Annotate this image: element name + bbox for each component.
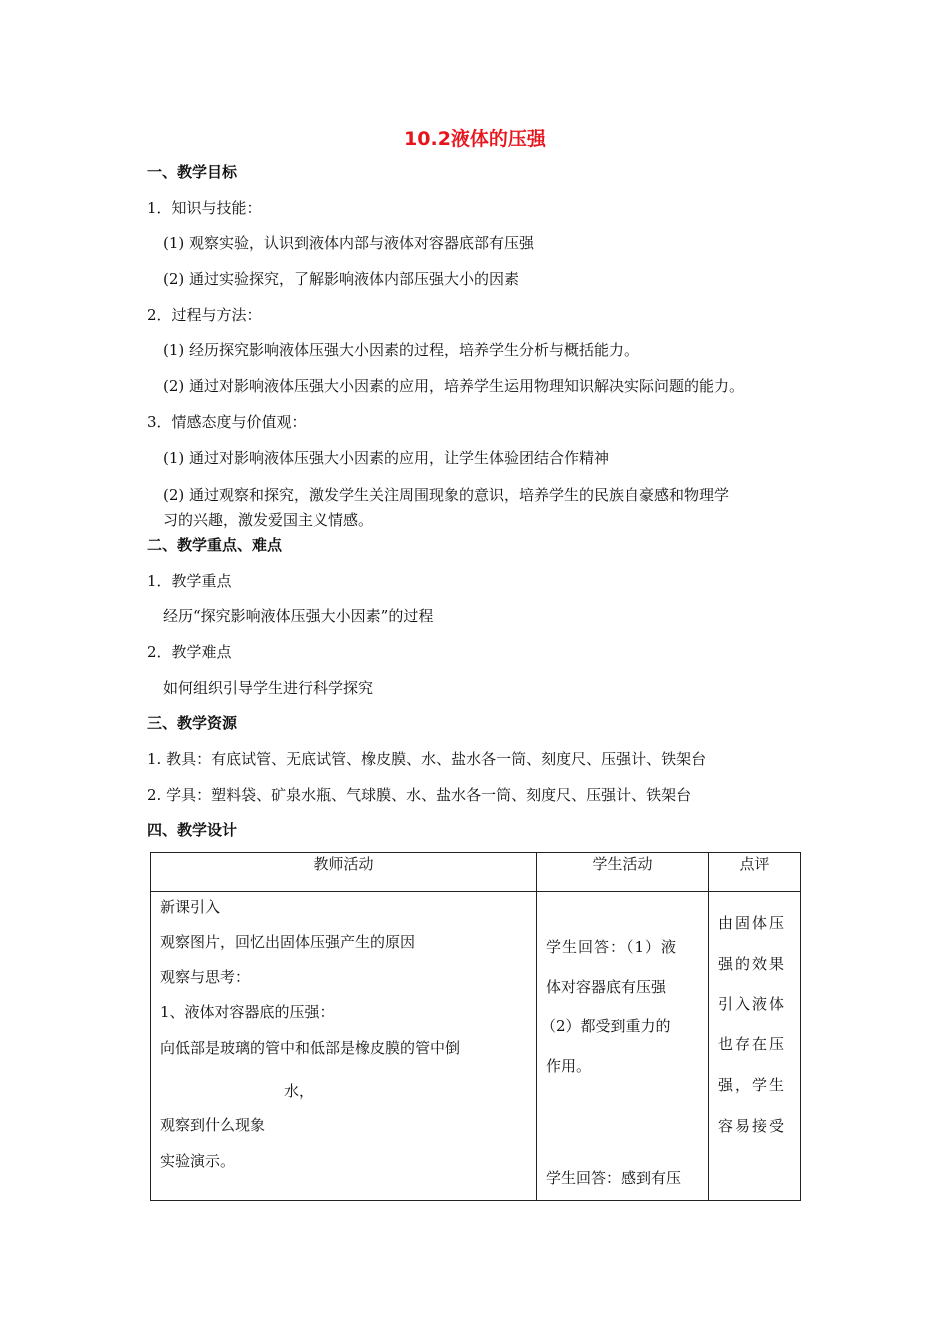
section-heading-design: 四、教学设计	[147, 821, 238, 839]
section-heading-key-points: 二、教学重点、难点	[147, 536, 283, 554]
list-item: 1．教学重点	[147, 572, 232, 590]
cell-line: 新课引入	[160, 898, 221, 916]
comment-cell	[709, 892, 801, 1201]
cell-line: 实验演示。	[160, 1152, 236, 1170]
list-item: 经历“探究影响液体压强大小因素”的过程	[163, 607, 434, 625]
teaching-design-table	[150, 852, 801, 1201]
section-heading-objectives: 一、教学目标	[147, 163, 238, 181]
list-item: 如何组织引导学生进行科学探究	[163, 679, 374, 697]
list-item: 2. 学具：塑料袋、矿泉水瓶、气球膜、水、盐水各一筒、刻度尺、压强计、铁架台	[147, 786, 692, 804]
cell-line: 观察到什么现象	[160, 1116, 266, 1134]
cell-line: 向低部是玻璃的管中和低部是橡皮膜的管中倒	[160, 1039, 461, 1057]
cell-line: 强的效果	[718, 955, 787, 973]
cell-line: 引入液体	[718, 995, 787, 1013]
section-heading-resources: 三、教学资源	[147, 714, 238, 732]
header-comment: 点评	[709, 853, 801, 892]
header-student-activity: 学生活动	[537, 853, 709, 892]
list-item: 1．知识与技能：	[147, 199, 262, 217]
cell-line: 1、液体对容器底的压强：	[160, 1003, 335, 1021]
cell-line: 由固体压	[718, 914, 787, 932]
cell-line: 也存在压	[718, 1035, 787, 1053]
list-item: 2．过程与方法：	[147, 306, 262, 324]
list-item: 习的兴趣，激发爱国主义情感。	[163, 511, 374, 529]
document-title: 10.2液体的压强	[404, 128, 546, 150]
header-teacher-activity: 教师活动	[151, 853, 537, 892]
cell-line: 观察与思考：	[160, 968, 251, 986]
table-row	[151, 892, 801, 1201]
list-item: 2．教学难点	[147, 643, 232, 661]
student-activity-cell	[537, 892, 709, 1201]
list-item: (2) 通过实验探究，了解影响液体内部压强大小的因素	[163, 270, 520, 288]
teacher-activity-cell	[151, 892, 537, 1201]
list-item: (1) 经历探究影响液体压强大小因素的过程，培养学生分析与概括能力。	[163, 341, 640, 359]
list-item: (1) 观察实验，认识到液体内部与液体对容器底部有压强	[163, 234, 535, 252]
table-header-row	[151, 853, 801, 892]
cell-line: 强，学生	[718, 1076, 787, 1094]
list-item: 3．情感态度与价值观：	[147, 413, 307, 431]
cell-line: 作用。	[546, 1057, 592, 1075]
cell-line: （2）都受到重力的	[541, 1017, 671, 1035]
list-item: (2) 通过对影响液体压强大小因素的应用，培养学生运用物理知识解决实际问题的能力。	[163, 377, 745, 395]
cell-line: 学生回答：（1）液	[546, 938, 678, 956]
cell-line: 水，	[284, 1082, 315, 1100]
cell-line: 容易接受	[718, 1117, 787, 1135]
cell-line: 体对容器底有压强	[546, 978, 667, 996]
list-item: (2) 通过观察和探究，激发学生关注周围现象的意识，培养学生的民族自豪感和物理学	[163, 486, 730, 504]
list-item: (1) 通过对影响液体压强大小因素的应用，让学生体验团结合作精神	[163, 449, 610, 467]
cell-line: 学生回答：感到有压	[546, 1169, 682, 1187]
list-item: 1. 教具：有底试管、无底试管、橡皮膜、水、盐水各一筒、刻度尺、压强计、铁架台	[147, 750, 707, 768]
cell-line: 观察图片，回忆出固体压强产生的原因	[160, 933, 416, 951]
